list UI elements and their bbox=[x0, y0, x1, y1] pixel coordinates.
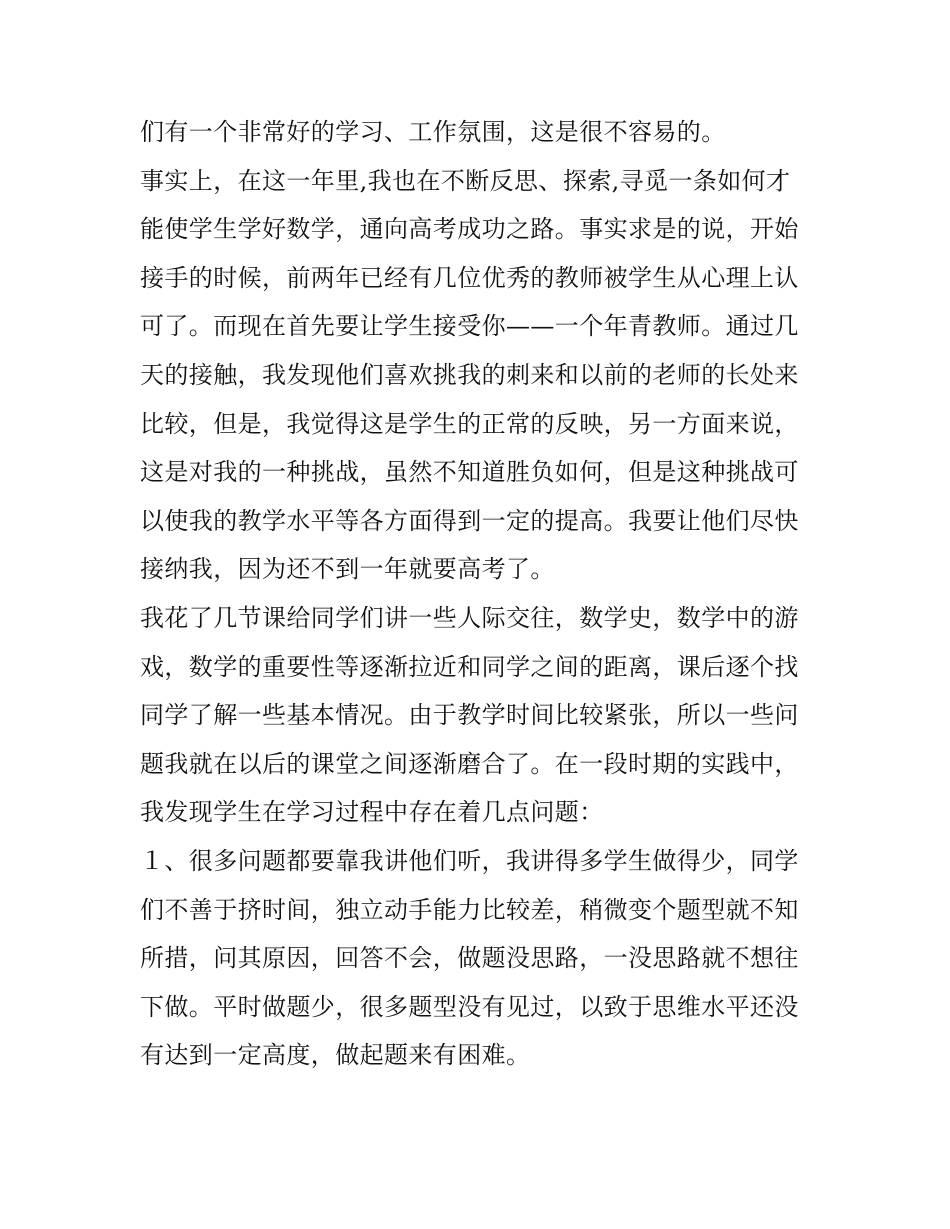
body-text bbox=[140, 108, 820, 1080]
text-line: １、很多问题都要靠我讲他们听，我讲得多学生做得少，同学 bbox=[140, 846, 799, 875]
text-line: 们不善于挤时间，独立动手能力比较差，稍微变个题型就不知 bbox=[140, 895, 799, 924]
text-line: 同学了解一些基本情况。由于教学时间比较紧张，所以一些问 bbox=[140, 701, 799, 730]
text-line: 这是对我的一种挑战，虽然不知道胜负如何，但是这种挑战可 bbox=[140, 458, 799, 487]
text-line: 以使我的教学水平等各方面得到一定的提高。我要让他们尽快 bbox=[140, 506, 799, 535]
text-line: 有达到一定高度，做起题来有困难。 bbox=[140, 1041, 531, 1070]
text-line: 能使学生学好数学，通向高考成功之路。事实求是的说，开始 bbox=[140, 215, 799, 244]
text-line: 接手的时候，前两年已经有几位优秀的教师被学生从心理上认 bbox=[140, 263, 799, 292]
text-line: 下做。平时做题少，很多题型没有见过，以致于思维水平还没 bbox=[140, 992, 799, 1021]
text-line: 接纳我，因为还不到一年就要高考了。 bbox=[140, 555, 555, 584]
text-line: 戏，数学的重要性等逐渐拉近和同学之间的距离，课后逐个找 bbox=[140, 652, 799, 681]
text-line: 比较，但是，我觉得这是学生的正常的反映，另一方面来说， bbox=[140, 409, 799, 438]
text-line: 我发现学生在学习过程中存在着几点问题： bbox=[140, 798, 604, 827]
text-line: 我花了几节课给同学们讲一些人际交往，数学史，数学中的游 bbox=[140, 603, 799, 632]
text-line: 所措，问其原因，回答不会，做题没思路，一没思路就不想往 bbox=[140, 944, 799, 973]
text-line: 们有一个非常好的学习、工作氛围，这是很不容易的。 bbox=[140, 118, 726, 146]
text-line: 可了。而现在首先要让学生接受你——一个年青教师。通过几 bbox=[140, 312, 799, 341]
text-line: 题我就在以后的课堂之间逐渐磨合了。在一段时期的实践中， bbox=[140, 749, 799, 778]
text-line: 天的接触，我发现他们喜欢挑我的刺来和以前的老师的长处来 bbox=[140, 360, 799, 389]
text-line: 事实上，在这一年里,我也在不断反思、探索,寻觅一条如何才 bbox=[140, 166, 791, 195]
